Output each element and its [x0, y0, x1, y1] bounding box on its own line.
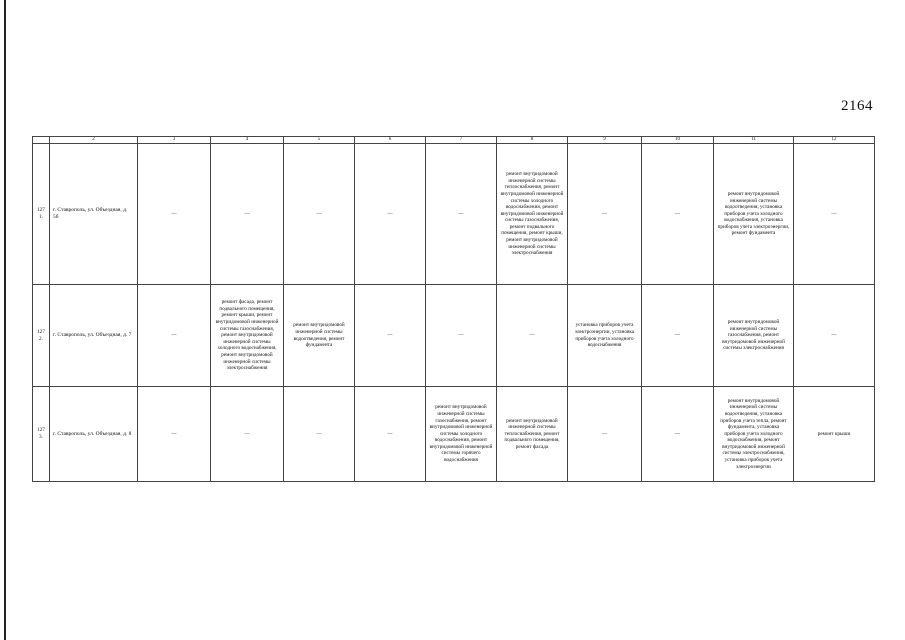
works-cell: ремонт внутридомовой инженерной системы водоотведения, установка приборов учета холодного водоснабжения, установка приборов учета электроэнергии, ремонт фундамента [714, 144, 794, 285]
header-row [33, 137, 875, 144]
dash-cell: — [794, 144, 875, 285]
dash-cell: — [642, 387, 714, 482]
dash-cell: — [642, 285, 714, 387]
page-left-border [4, 0, 6, 640]
works-cell: ремонт внутридомовой инженерной системы теплоснабжения, ремонт внутридомовой инженерной системы холодного водоснабжения, ремонт внутридомовой инженерной системы газоснабжения, ремонт подвального помещения, ремонт крыши, ремонт внутридомовой инженерной системы электроснабжения [497, 144, 568, 285]
works-cell: ремонт внутридомовой инженерной системы газоснабжения, ремонт внутридомовой инженерной системы холодного водоснабжения, ремонт внутридомовой инженерной системы горячего водоснабжения [426, 387, 497, 482]
works-cell: ремонт крыши [794, 387, 875, 482]
header-cell: 8 [497, 137, 568, 144]
address-cell: г. Ставрополь, ул. Объездная, д. 5б [50, 144, 138, 285]
row-number: 1272. [33, 285, 50, 387]
dash-cell: — [426, 144, 497, 285]
header-cell: 5 [284, 137, 355, 144]
header-cell: 10 [642, 137, 714, 144]
header-cell: 7 [426, 137, 497, 144]
dash-cell: — [642, 144, 714, 285]
works-cell: ремонт внутридомовой инженерной системы теплоснабжения, ремонт подвального помещения, ремонт фасада [497, 387, 568, 482]
dash-cell: — [568, 387, 642, 482]
works-cell: ремонт внутридомовой инженерной системы водоотведения, ремонт фундамента [284, 285, 355, 387]
dash-cell: — [211, 387, 284, 482]
table-row [33, 387, 875, 482]
header-cell [33, 137, 50, 144]
dash-cell: — [794, 285, 875, 387]
header-cell: 9 [568, 137, 642, 144]
dash-cell: — [138, 144, 211, 285]
dash-cell: — [284, 144, 355, 285]
dash-cell: — [138, 387, 211, 482]
works-cell: ремонт внутридомовой инженерной системы газоснабжения, ремонт внутридомовой инженерной системы электроснабжения [714, 285, 794, 387]
header-cell: 12 [794, 137, 875, 144]
repair-schedule-table [32, 136, 875, 482]
header-cell: 4 [211, 137, 284, 144]
row-number: 1271. [33, 144, 50, 285]
header-cell: 11 [714, 137, 794, 144]
header-cell: 3 [138, 137, 211, 144]
table-row [33, 285, 875, 387]
dash-cell: — [211, 144, 284, 285]
header-cell: 6 [355, 137, 426, 144]
dash-cell: — [284, 387, 355, 482]
dash-cell: — [355, 144, 426, 285]
address-cell: г. Ставрополь, ул. Объездная, д. 7 [50, 285, 138, 387]
dash-cell: — [568, 144, 642, 285]
page-number: 2164 [841, 98, 873, 114]
dash-cell: — [355, 285, 426, 387]
header-cell: 2 [50, 137, 138, 144]
dash-cell: — [497, 285, 568, 387]
dash-cell: — [138, 285, 211, 387]
dash-cell: — [355, 387, 426, 482]
works-cell: установка приборов учета электроэнергии, установка приборов учета холодного водоснабжения [568, 285, 642, 387]
row-number: 1273. [33, 387, 50, 482]
works-cell: ремонт фасада, ремонт подвального помещения, ремонт крыши, ремонт внутридомовой инженерной системы газоснабжения, ремонт внутридомовой инженерной системы холодного водоснабжения, ремонт внутридомовой инженерной системы электроснабжения [211, 285, 284, 387]
works-cell: ремонт внутридомовой инженерной системы водоотведения, установка приборов учета тепла, ремонт фундамента, установка приборов учета холодного водоснабжения, ремонт внутридомовой инженерной системы электроснабжения, установка приборов учета электроэнергии [714, 387, 794, 482]
table-row [33, 144, 875, 285]
dash-cell: — [426, 285, 497, 387]
address-cell: г. Ставрополь, ул. Объездная, д. 8 [50, 387, 138, 482]
